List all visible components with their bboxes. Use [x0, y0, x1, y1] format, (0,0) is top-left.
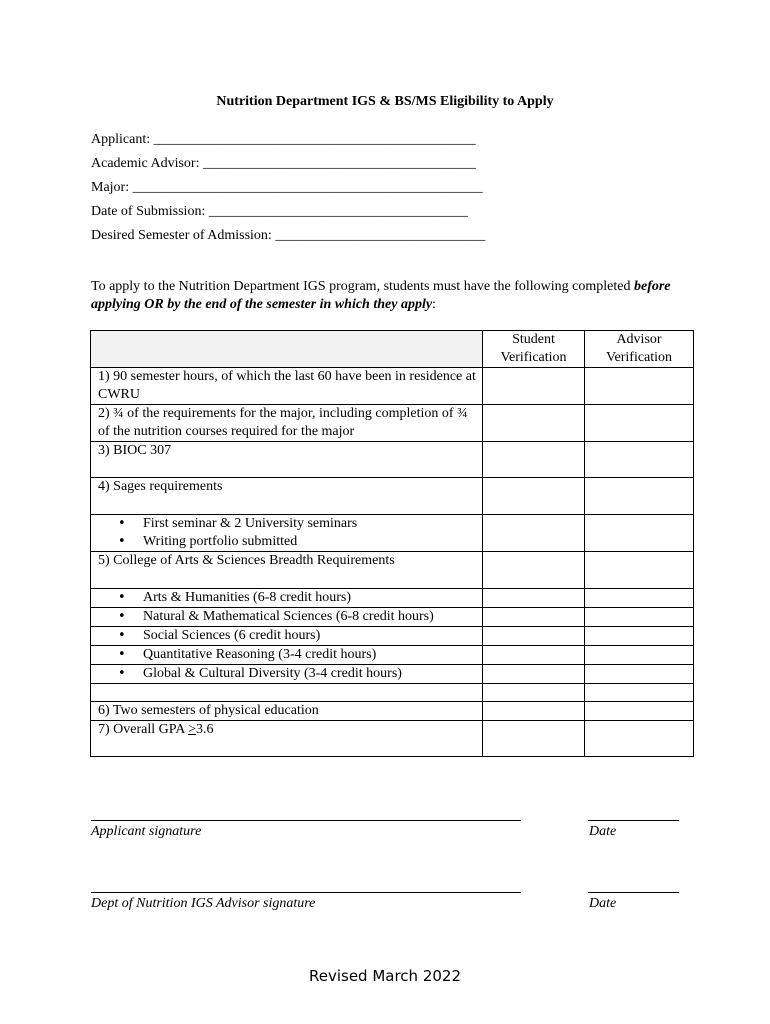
advisor-verification-header: Advisor Verification [585, 331, 694, 368]
academic-advisor-label: Academic Advisor: [91, 156, 200, 171]
student-check-3[interactable] [483, 442, 585, 478]
desired-semester-field[interactable] [91, 224, 485, 248]
advisor-signature-label: Dept of Nutrition IGS Advisor signature [91, 896, 316, 911]
student-check-7[interactable] [483, 721, 585, 757]
advisor-check-6[interactable] [585, 702, 694, 721]
advisor-check-5[interactable] [585, 552, 694, 589]
student-check-5[interactable] [483, 552, 585, 589]
advisor-check-blank[interactable] [585, 684, 694, 702]
header-blank-cell [91, 331, 483, 368]
student-check-blank[interactable] [483, 684, 585, 702]
list-item: • Global & Cultural Diversity (3-4 credit hours) [98, 665, 482, 683]
major-line[interactable]: __________________________________________________ [132, 180, 483, 195]
gpa-prefix: 7) Overall GPA [98, 722, 189, 737]
major-field[interactable] [91, 176, 485, 200]
advisor-check-5b[interactable] [585, 608, 694, 627]
advisor-date-line[interactable] [588, 892, 679, 893]
academic-advisor-field[interactable] [91, 152, 485, 176]
student-check-1[interactable] [483, 368, 585, 405]
student-check-6[interactable] [483, 702, 585, 721]
breadth-item-3-cell [91, 627, 483, 646]
date-of-submission-label: Date of Submission: [91, 204, 206, 219]
student-check-5d[interactable] [483, 646, 585, 665]
requirement-2: 2) ¾ of the requirements for the major, including completion of ¾ of the nutrition courses required for the major [91, 405, 483, 442]
advisor-check-5a[interactable] [585, 589, 694, 608]
gpa-value: 3.6 [196, 722, 214, 737]
list-item: • Quantitative Reasoning (3-4 credit hours) [98, 646, 482, 664]
advisor-check-5d[interactable] [585, 646, 694, 665]
advisor-check-2[interactable] [585, 405, 694, 442]
applicant-date-line[interactable] [588, 820, 679, 821]
advisor-check-5c[interactable] [585, 627, 694, 646]
breadth-item-1-cell [91, 589, 483, 608]
applicant-field[interactable] [91, 128, 485, 152]
applicant-fields [91, 128, 485, 248]
advisor-check-4a[interactable] [585, 515, 694, 552]
applicant-date-label: Date [589, 824, 617, 839]
list-item: • Natural & Mathematical Sciences (6-8 credit hours) [98, 608, 482, 626]
advisor-check-7[interactable] [585, 721, 694, 757]
intro-emphasis: before applying OR by the end of the semester in which they apply [91, 279, 671, 312]
applicant-line[interactable]: ______________________________________________ [153, 132, 476, 147]
requirement-5: 5) College of Arts & Sciences Breadth Requirements [91, 552, 483, 589]
advisor-check-1[interactable] [585, 368, 694, 405]
date-of-submission-field[interactable] [91, 200, 485, 224]
student-check-2[interactable] [483, 405, 585, 442]
breadth-item-2-cell [91, 608, 483, 627]
student-check-4[interactable] [483, 478, 585, 515]
major-label: Major: [91, 180, 130, 195]
list-item: • First seminar & 2 University seminars [98, 515, 482, 533]
requirement-4: 4) Sages requirements [91, 478, 483, 515]
intro-tail: : [432, 297, 436, 312]
student-verification-header: Student Verification [483, 331, 585, 368]
list-item: • Arts & Humanities (6-8 credit hours) [98, 589, 482, 607]
requirement-6: 6) Two semesters of physical education [91, 702, 483, 721]
sages-list [98, 515, 482, 551]
form-title: Nutrition Department IGS & BS/MS Eligibility to Apply [216, 94, 554, 109]
blank-row-cell [91, 684, 483, 702]
date-of-submission-line[interactable]: _____________________________________ [208, 204, 468, 219]
sages-items-cell [91, 515, 483, 552]
student-check-5e[interactable] [483, 665, 585, 684]
desired-semester-label: Desired Semester of Admission: [91, 228, 272, 243]
breadth-item-5-cell [91, 665, 483, 684]
academic-advisor-line[interactable]: _______________________________________ [202, 156, 476, 171]
intro-paragraph [91, 278, 691, 314]
list-item: • Writing portfolio submitted [98, 533, 482, 551]
student-check-4a[interactable] [483, 515, 585, 552]
applicant-label: Applicant: [91, 132, 151, 147]
list-item: • Social Sciences (6 credit hours) [98, 627, 482, 645]
student-check-5b[interactable] [483, 608, 585, 627]
breadth-item-4-cell [91, 646, 483, 665]
revision-footer: Revised March 2022 [308, 967, 462, 985]
advisor-signature-line[interactable] [91, 892, 521, 893]
applicant-signature-label: Applicant signature [91, 824, 202, 839]
requirement-1: 1) 90 semester hours, of which the last 60 have been in residence at CWRU [91, 368, 483, 405]
requirement-3: 3) BIOC 307 [91, 442, 483, 478]
student-check-5a[interactable] [483, 589, 585, 608]
advisor-check-4[interactable] [585, 478, 694, 515]
advisor-check-5e[interactable] [585, 665, 694, 684]
advisor-date-label: Date [589, 896, 617, 911]
applicant-signature-line[interactable] [91, 820, 521, 821]
intro-text: To apply to the Nutrition Department IGS program, students must have the following completed [91, 279, 631, 294]
gpa-operator: > [188, 722, 196, 737]
requirements-table [90, 330, 694, 757]
student-check-5c[interactable] [483, 627, 585, 646]
requirement-7 [91, 721, 483, 757]
desired-semester-line[interactable]: ______________________________ [275, 228, 486, 243]
advisor-check-3[interactable] [585, 442, 694, 478]
